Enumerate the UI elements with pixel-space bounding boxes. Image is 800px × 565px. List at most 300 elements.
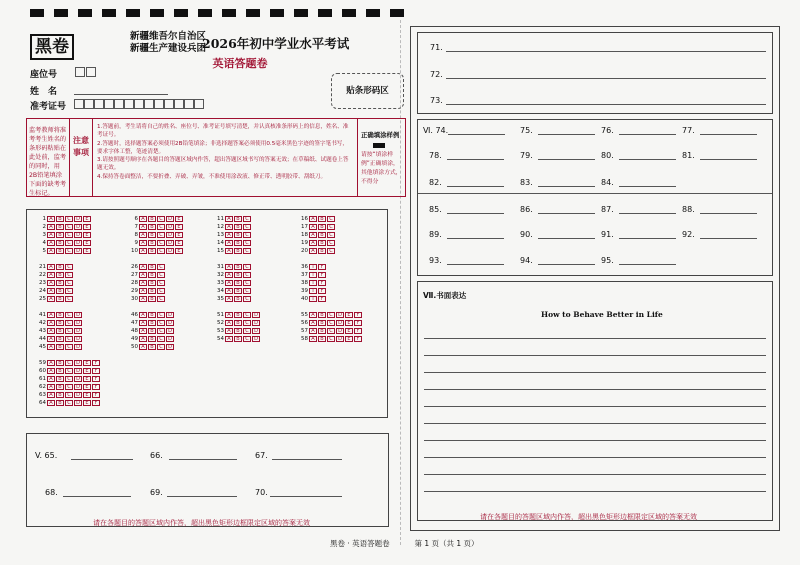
answer-bubble[interactable]: A bbox=[225, 240, 233, 246]
answer-bubble[interactable]: B bbox=[56, 264, 64, 270]
answer-bubble[interactable]: D bbox=[166, 240, 174, 246]
answer-bubble[interactable]: B bbox=[318, 216, 326, 222]
answer-bubble[interactable]: A bbox=[47, 248, 55, 254]
answer-bubble[interactable]: C bbox=[243, 336, 251, 342]
answer-bubble[interactable]: B bbox=[148, 344, 156, 350]
answer-bubble[interactable]: C bbox=[243, 264, 251, 270]
answer-bubble[interactable]: C bbox=[65, 248, 73, 254]
answer-bubble[interactable]: B bbox=[148, 296, 156, 302]
answer-bubble[interactable]: F bbox=[354, 320, 362, 326]
answer-bubble[interactable]: B bbox=[148, 320, 156, 326]
answer-bubble[interactable]: F bbox=[318, 264, 326, 270]
answer-bubble[interactable]: C bbox=[65, 400, 73, 406]
answer-bubble[interactable]: E bbox=[83, 376, 91, 382]
answer-bubble[interactable]: A bbox=[47, 384, 55, 390]
answer-bubble[interactable]: B bbox=[318, 240, 326, 246]
answer-bubble[interactable]: E bbox=[83, 240, 91, 246]
answer-bubble[interactable]: B bbox=[56, 360, 64, 366]
answer-bubble[interactable]: B bbox=[56, 344, 64, 350]
answer-bubble[interactable]: B bbox=[56, 296, 64, 302]
answer-bubble[interactable]: C bbox=[157, 248, 165, 254]
answer-bubble[interactable]: B bbox=[56, 376, 64, 382]
answer-line[interactable] bbox=[619, 186, 676, 187]
answer-bubble[interactable]: C bbox=[243, 232, 251, 238]
answer-bubble[interactable]: C bbox=[65, 312, 73, 318]
answer-bubble[interactable]: C bbox=[65, 224, 73, 230]
answer-bubble[interactable]: E bbox=[83, 224, 91, 230]
answer-bubble[interactable]: C bbox=[65, 328, 73, 334]
answer-bubble[interactable]: A bbox=[225, 224, 233, 230]
id-digit-box[interactable] bbox=[164, 99, 174, 109]
answer-bubble[interactable]: A bbox=[139, 328, 147, 334]
answer-bubble[interactable]: A bbox=[47, 296, 55, 302]
essay-line[interactable] bbox=[424, 474, 766, 475]
answer-line[interactable] bbox=[169, 459, 237, 460]
answer-bubble[interactable]: A bbox=[47, 376, 55, 382]
essay-line[interactable] bbox=[424, 406, 766, 407]
answer-line[interactable] bbox=[538, 186, 595, 187]
answer-bubble[interactable]: B bbox=[234, 240, 242, 246]
id-digit-box[interactable] bbox=[124, 99, 134, 109]
answer-line[interactable] bbox=[447, 186, 504, 187]
id-digit-box[interactable] bbox=[84, 99, 94, 109]
answer-bubble[interactable]: B bbox=[148, 312, 156, 318]
answer-line[interactable] bbox=[700, 159, 757, 160]
answer-bubble[interactable]: B bbox=[318, 312, 326, 318]
answer-line[interactable] bbox=[700, 134, 757, 135]
answer-bubble[interactable]: A bbox=[47, 272, 55, 278]
answer-bubble[interactable]: B bbox=[318, 328, 326, 334]
answer-bubble[interactable]: C bbox=[243, 320, 251, 326]
answer-bubble[interactable]: A bbox=[47, 240, 55, 246]
answer-bubble[interactable]: B bbox=[148, 288, 156, 294]
answer-bubble[interactable]: A bbox=[47, 280, 55, 286]
answer-bubble[interactable]: A bbox=[225, 288, 233, 294]
answer-bubble[interactable]: B bbox=[148, 280, 156, 286]
answer-bubble[interactable]: A bbox=[139, 288, 147, 294]
essay-line[interactable] bbox=[424, 440, 766, 441]
answer-bubble[interactable]: E bbox=[345, 328, 353, 334]
answer-bubble[interactable]: F bbox=[354, 336, 362, 342]
answer-bubble[interactable]: A bbox=[47, 216, 55, 222]
answer-bubble[interactable]: E bbox=[175, 216, 183, 222]
answer-line[interactable] bbox=[71, 459, 133, 460]
answer-bubble[interactable]: A bbox=[309, 320, 317, 326]
answer-bubble[interactable]: C bbox=[157, 336, 165, 342]
answer-bubble[interactable]: A bbox=[139, 272, 147, 278]
answer-bubble[interactable]: C bbox=[327, 232, 335, 238]
answer-bubble[interactable]: A bbox=[225, 248, 233, 254]
answer-bubble[interactable]: A bbox=[47, 264, 55, 270]
answer-line[interactable] bbox=[619, 134, 676, 135]
answer-bubble[interactable]: B bbox=[56, 248, 64, 254]
seat-box[interactable] bbox=[86, 67, 96, 77]
answer-bubble[interactable]: A bbox=[309, 216, 317, 222]
answer-bubble[interactable]: C bbox=[157, 264, 165, 270]
answer-bubble[interactable]: D bbox=[74, 360, 82, 366]
answer-bubble[interactable]: B bbox=[56, 328, 64, 334]
answer-line[interactable] bbox=[700, 213, 757, 214]
answer-bubble[interactable]: C bbox=[157, 240, 165, 246]
answer-bubble[interactable]: F bbox=[318, 272, 326, 278]
answer-bubble[interactable]: B bbox=[234, 224, 242, 230]
answer-bubble[interactable]: B bbox=[56, 216, 64, 222]
answer-bubble[interactable]: A bbox=[309, 328, 317, 334]
answer-bubble[interactable]: D bbox=[166, 232, 174, 238]
answer-bubble[interactable]: B bbox=[234, 328, 242, 334]
answer-bubble[interactable]: A bbox=[47, 320, 55, 326]
answer-line[interactable] bbox=[270, 496, 342, 497]
answer-bubble[interactable]: C bbox=[327, 248, 335, 254]
answer-line[interactable] bbox=[167, 496, 237, 497]
answer-bubble[interactable]: T bbox=[309, 272, 317, 278]
answer-bubble[interactable]: A bbox=[309, 312, 317, 318]
answer-bubble[interactable]: B bbox=[234, 272, 242, 278]
answer-bubble[interactable]: B bbox=[56, 400, 64, 406]
answer-line[interactable] bbox=[538, 238, 595, 239]
answer-bubble[interactable]: C bbox=[243, 240, 251, 246]
answer-bubble[interactable]: B bbox=[234, 232, 242, 238]
answer-bubble[interactable]: D bbox=[336, 336, 344, 342]
answer-bubble[interactable]: B bbox=[234, 216, 242, 222]
answer-bubble[interactable]: A bbox=[47, 368, 55, 374]
answer-bubble[interactable]: C bbox=[157, 320, 165, 326]
answer-line[interactable] bbox=[619, 264, 676, 265]
answer-bubble[interactable]: C bbox=[243, 288, 251, 294]
name-field[interactable] bbox=[74, 94, 168, 95]
answer-bubble[interactable]: C bbox=[327, 336, 335, 342]
answer-bubble[interactable]: E bbox=[83, 368, 91, 374]
answer-bubble[interactable]: D bbox=[166, 320, 174, 326]
answer-line[interactable] bbox=[446, 51, 766, 52]
answer-line[interactable] bbox=[447, 159, 504, 160]
answer-bubble[interactable]: C bbox=[65, 264, 73, 270]
id-digit-box[interactable] bbox=[144, 99, 154, 109]
answer-bubble[interactable]: B bbox=[56, 280, 64, 286]
answer-line[interactable] bbox=[619, 159, 676, 160]
answer-bubble[interactable]: C bbox=[327, 240, 335, 246]
answer-bubble[interactable]: C bbox=[243, 216, 251, 222]
id-digit-box[interactable] bbox=[194, 99, 204, 109]
answer-line[interactable] bbox=[538, 134, 595, 135]
answer-line[interactable] bbox=[447, 213, 504, 214]
id-digit-box[interactable] bbox=[74, 99, 84, 109]
answer-bubble[interactable]: B bbox=[56, 336, 64, 342]
answer-bubble[interactable]: E bbox=[83, 248, 91, 254]
answer-bubble[interactable]: C bbox=[65, 368, 73, 374]
answer-bubble[interactable]: C bbox=[65, 296, 73, 302]
answer-bubble[interactable]: F bbox=[318, 296, 326, 302]
answer-bubble[interactable]: D bbox=[74, 384, 82, 390]
answer-bubble[interactable]: C bbox=[327, 320, 335, 326]
answer-line[interactable] bbox=[63, 496, 131, 497]
answer-line[interactable] bbox=[446, 78, 766, 79]
answer-bubble[interactable]: C bbox=[243, 296, 251, 302]
answer-bubble[interactable]: C bbox=[65, 288, 73, 294]
answer-bubble[interactable]: B bbox=[234, 280, 242, 286]
id-digit-box[interactable] bbox=[134, 99, 144, 109]
answer-bubble[interactable]: B bbox=[234, 336, 242, 342]
answer-bubble[interactable]: D bbox=[166, 336, 174, 342]
answer-bubble[interactable]: D bbox=[74, 312, 82, 318]
answer-bubble[interactable]: C bbox=[327, 216, 335, 222]
id-digit-box[interactable] bbox=[114, 99, 124, 109]
answer-bubble[interactable]: B bbox=[56, 240, 64, 246]
answer-bubble[interactable]: A bbox=[139, 248, 147, 254]
answer-bubble[interactable]: B bbox=[234, 264, 242, 270]
answer-bubble[interactable]: A bbox=[225, 264, 233, 270]
answer-bubble[interactable]: D bbox=[74, 336, 82, 342]
answer-bubble[interactable]: D bbox=[166, 248, 174, 254]
answer-bubble[interactable]: E bbox=[345, 312, 353, 318]
answer-bubble[interactable]: A bbox=[47, 232, 55, 238]
answer-bubble[interactable]: B bbox=[318, 232, 326, 238]
answer-bubble[interactable]: A bbox=[47, 336, 55, 342]
answer-bubble[interactable]: A bbox=[47, 312, 55, 318]
answer-bubble[interactable]: C bbox=[157, 296, 165, 302]
answer-bubble[interactable]: A bbox=[225, 280, 233, 286]
answer-bubble[interactable]: B bbox=[148, 224, 156, 230]
answer-bubble[interactable]: E bbox=[175, 248, 183, 254]
answer-bubble[interactable]: B bbox=[56, 272, 64, 278]
answer-bubble[interactable]: B bbox=[148, 272, 156, 278]
answer-line[interactable] bbox=[538, 159, 595, 160]
answer-bubble[interactable]: A bbox=[47, 224, 55, 230]
answer-bubble[interactable]: F bbox=[318, 288, 326, 294]
answer-bubble[interactable]: A bbox=[225, 232, 233, 238]
answer-bubble[interactable]: D bbox=[166, 312, 174, 318]
essay-line[interactable] bbox=[424, 338, 766, 339]
answer-bubble[interactable]: C bbox=[243, 312, 251, 318]
answer-bubble[interactable]: B bbox=[56, 288, 64, 294]
answer-bubble[interactable]: B bbox=[318, 320, 326, 326]
answer-bubble[interactable]: A bbox=[47, 328, 55, 334]
answer-bubble[interactable]: D bbox=[166, 224, 174, 230]
answer-bubble[interactable]: D bbox=[74, 328, 82, 334]
answer-bubble[interactable]: D bbox=[252, 336, 260, 342]
answer-bubble[interactable]: C bbox=[327, 224, 335, 230]
answer-bubble[interactable]: A bbox=[139, 216, 147, 222]
answer-bubble[interactable]: A bbox=[225, 328, 233, 334]
essay-line[interactable] bbox=[424, 372, 766, 373]
answer-bubble[interactable]: C bbox=[65, 272, 73, 278]
essay-line[interactable] bbox=[424, 423, 766, 424]
answer-bubble[interactable]: F bbox=[354, 312, 362, 318]
answer-line[interactable] bbox=[272, 459, 342, 460]
answer-bubble[interactable]: B bbox=[56, 368, 64, 374]
answer-bubble[interactable]: C bbox=[157, 216, 165, 222]
answer-bubble[interactable]: A bbox=[47, 288, 55, 294]
answer-line[interactable] bbox=[446, 104, 766, 105]
answer-bubble[interactable]: C bbox=[157, 312, 165, 318]
answer-bubble[interactable]: A bbox=[47, 360, 55, 366]
answer-bubble[interactable]: C bbox=[157, 344, 165, 350]
answer-bubble[interactable]: C bbox=[157, 328, 165, 334]
answer-bubble[interactable]: E bbox=[175, 224, 183, 230]
answer-bubble[interactable]: C bbox=[157, 280, 165, 286]
answer-bubble[interactable]: D bbox=[74, 248, 82, 254]
answer-bubble[interactable]: C bbox=[65, 376, 73, 382]
answer-bubble[interactable]: C bbox=[243, 224, 251, 230]
answer-bubble[interactable]: D bbox=[74, 368, 82, 374]
answer-bubble[interactable]: D bbox=[74, 240, 82, 246]
answer-bubble[interactable]: D bbox=[74, 344, 82, 350]
answer-bubble[interactable]: F bbox=[92, 384, 100, 390]
answer-bubble[interactable]: D bbox=[74, 400, 82, 406]
answer-bubble[interactable]: A bbox=[139, 240, 147, 246]
answer-bubble[interactable]: D bbox=[166, 328, 174, 334]
answer-bubble[interactable]: A bbox=[309, 336, 317, 342]
answer-bubble[interactable]: B bbox=[56, 384, 64, 390]
answer-bubble[interactable]: T bbox=[309, 288, 317, 294]
essay-line[interactable] bbox=[424, 389, 766, 390]
answer-bubble[interactable]: A bbox=[225, 272, 233, 278]
answer-bubble[interactable]: B bbox=[234, 288, 242, 294]
answer-bubble[interactable]: C bbox=[65, 216, 73, 222]
answer-bubble[interactable]: F bbox=[92, 392, 100, 398]
answer-bubble[interactable]: A bbox=[47, 344, 55, 350]
answer-bubble[interactable]: B bbox=[148, 264, 156, 270]
answer-bubble[interactable]: D bbox=[252, 312, 260, 318]
essay-line[interactable] bbox=[424, 491, 766, 492]
seat-box[interactable] bbox=[75, 67, 85, 77]
answer-bubble[interactable]: B bbox=[56, 320, 64, 326]
answer-bubble[interactable]: A bbox=[139, 344, 147, 350]
answer-bubble[interactable]: B bbox=[148, 240, 156, 246]
answer-bubble[interactable]: A bbox=[309, 232, 317, 238]
answer-bubble[interactable]: D bbox=[74, 232, 82, 238]
answer-bubble[interactable]: C bbox=[65, 384, 73, 390]
answer-bubble[interactable]: D bbox=[336, 328, 344, 334]
answer-bubble[interactable]: D bbox=[166, 344, 174, 350]
answer-bubble[interactable]: D bbox=[336, 320, 344, 326]
id-digit-box[interactable] bbox=[94, 99, 104, 109]
answer-bubble[interactable]: B bbox=[148, 328, 156, 334]
answer-bubble[interactable]: A bbox=[225, 296, 233, 302]
answer-bubble[interactable]: T bbox=[309, 280, 317, 286]
answer-bubble[interactable]: B bbox=[148, 232, 156, 238]
answer-bubble[interactable]: A bbox=[139, 296, 147, 302]
essay-line[interactable] bbox=[424, 355, 766, 356]
answer-bubble[interactable]: B bbox=[234, 312, 242, 318]
answer-bubble[interactable]: E bbox=[83, 216, 91, 222]
answer-line[interactable] bbox=[447, 238, 504, 239]
answer-bubble[interactable]: C bbox=[65, 232, 73, 238]
answer-bubble[interactable]: C bbox=[157, 232, 165, 238]
answer-bubble[interactable]: C bbox=[65, 344, 73, 350]
id-digit-box[interactable] bbox=[154, 99, 164, 109]
answer-bubble[interactable]: D bbox=[74, 320, 82, 326]
answer-line[interactable] bbox=[700, 238, 757, 239]
answer-bubble[interactable]: A bbox=[309, 248, 317, 254]
id-digit-box[interactable] bbox=[174, 99, 184, 109]
answer-bubble[interactable]: C bbox=[65, 392, 73, 398]
answer-bubble[interactable]: C bbox=[243, 248, 251, 254]
answer-bubble[interactable]: A bbox=[139, 232, 147, 238]
answer-bubble[interactable]: A bbox=[309, 224, 317, 230]
answer-bubble[interactable]: A bbox=[139, 224, 147, 230]
answer-bubble[interactable]: C bbox=[157, 272, 165, 278]
answer-bubble[interactable]: B bbox=[148, 336, 156, 342]
answer-bubble[interactable]: A bbox=[225, 312, 233, 318]
answer-bubble[interactable]: D bbox=[252, 320, 260, 326]
answer-bubble[interactable]: B bbox=[318, 248, 326, 254]
answer-bubble[interactable]: A bbox=[225, 336, 233, 342]
answer-bubble[interactable]: F bbox=[318, 280, 326, 286]
answer-bubble[interactable]: E bbox=[345, 320, 353, 326]
essay-line[interactable] bbox=[424, 457, 766, 458]
answer-bubble[interactable]: C bbox=[65, 336, 73, 342]
answer-bubble[interactable]: A bbox=[225, 216, 233, 222]
answer-bubble[interactable]: T bbox=[309, 264, 317, 270]
answer-bubble[interactable]: D bbox=[74, 224, 82, 230]
answer-bubble[interactable]: T bbox=[309, 296, 317, 302]
answer-bubble[interactable]: E bbox=[175, 232, 183, 238]
answer-bubble[interactable]: F bbox=[92, 360, 100, 366]
answer-bubble[interactable]: D bbox=[74, 392, 82, 398]
answer-bubble[interactable]: E bbox=[83, 232, 91, 238]
answer-bubble[interactable]: D bbox=[74, 216, 82, 222]
answer-bubble[interactable]: F bbox=[354, 328, 362, 334]
answer-line[interactable] bbox=[538, 264, 595, 265]
answer-bubble[interactable]: C bbox=[243, 328, 251, 334]
answer-bubble[interactable]: C bbox=[243, 280, 251, 286]
answer-bubble[interactable]: C bbox=[157, 224, 165, 230]
answer-bubble[interactable]: C bbox=[65, 280, 73, 286]
answer-line[interactable] bbox=[619, 238, 676, 239]
answer-bubble[interactable]: C bbox=[327, 328, 335, 334]
answer-bubble[interactable]: A bbox=[225, 320, 233, 326]
answer-bubble[interactable]: A bbox=[139, 280, 147, 286]
answer-bubble[interactable]: E bbox=[83, 400, 91, 406]
answer-bubble[interactable]: B bbox=[318, 336, 326, 342]
answer-bubble[interactable]: B bbox=[56, 312, 64, 318]
answer-bubble[interactable]: B bbox=[234, 320, 242, 326]
answer-bubble[interactable]: D bbox=[252, 328, 260, 334]
answer-bubble[interactable]: B bbox=[234, 296, 242, 302]
answer-bubble[interactable]: E bbox=[83, 392, 91, 398]
answer-line[interactable] bbox=[448, 134, 505, 135]
answer-bubble[interactable]: E bbox=[345, 336, 353, 342]
answer-bubble[interactable]: C bbox=[327, 312, 335, 318]
answer-bubble[interactable]: D bbox=[336, 312, 344, 318]
answer-bubble[interactable]: D bbox=[166, 216, 174, 222]
answer-bubble[interactable]: C bbox=[65, 360, 73, 366]
answer-bubble[interactable]: C bbox=[157, 288, 165, 294]
answer-bubble[interactable]: A bbox=[309, 240, 317, 246]
answer-bubble[interactable]: B bbox=[56, 392, 64, 398]
answer-bubble[interactable]: F bbox=[92, 376, 100, 382]
answer-bubble[interactable]: B bbox=[234, 248, 242, 254]
answer-bubble[interactable]: E bbox=[83, 384, 91, 390]
answer-bubble[interactable]: E bbox=[175, 240, 183, 246]
answer-bubble[interactable]: A bbox=[139, 264, 147, 270]
answer-bubble[interactable]: B bbox=[56, 224, 64, 230]
answer-bubble[interactable]: B bbox=[56, 232, 64, 238]
answer-bubble[interactable]: D bbox=[74, 376, 82, 382]
id-digit-box[interactable] bbox=[184, 99, 194, 109]
id-digit-box[interactable] bbox=[104, 99, 114, 109]
answer-bubble[interactable]: C bbox=[65, 240, 73, 246]
answer-bubble[interactable]: B bbox=[148, 216, 156, 222]
answer-bubble[interactable]: A bbox=[139, 336, 147, 342]
answer-bubble[interactable]: A bbox=[139, 312, 147, 318]
answer-bubble[interactable]: F bbox=[92, 400, 100, 406]
answer-bubble[interactable]: E bbox=[83, 360, 91, 366]
answer-bubble[interactable]: B bbox=[318, 224, 326, 230]
answer-bubble[interactable]: A bbox=[47, 392, 55, 398]
answer-line[interactable] bbox=[619, 213, 676, 214]
